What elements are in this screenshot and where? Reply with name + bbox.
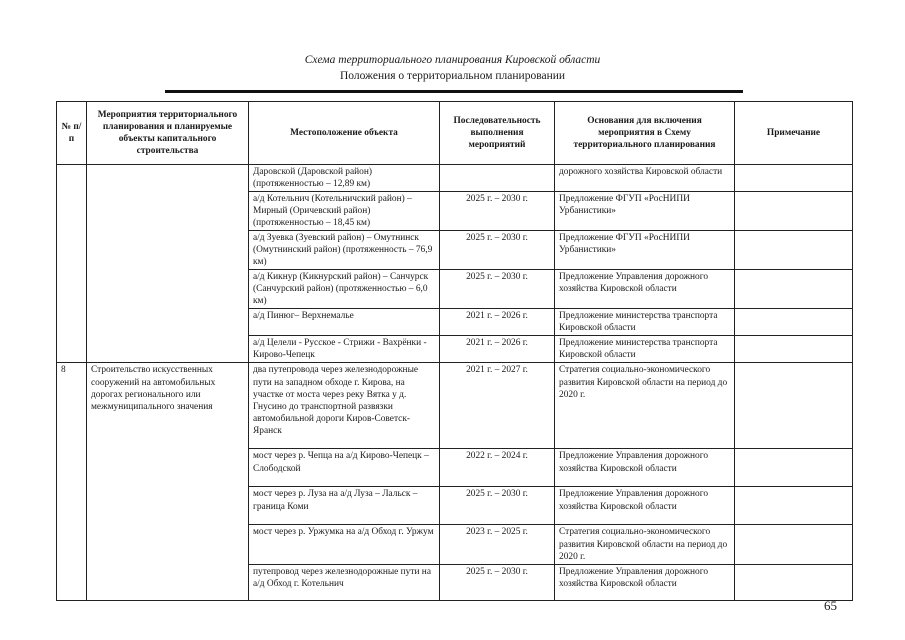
- column-header-basis: Основания для включения мероприятия в Схему территориального планирования: [555, 102, 735, 165]
- row-number-cell: 8: [57, 363, 87, 600]
- period-cell: 2021 г. – 2026 г.: [440, 309, 555, 336]
- planning-table: [56, 101, 853, 601]
- period-cell: 2021 г. – 2027 г.: [440, 363, 555, 449]
- basis-cell: Предложение Управления дорожного хозяйства Кировской области: [555, 564, 735, 600]
- location-cell: а/д Кикнур (Кикнурский район) – Санчурск (Санчурский район) (протяженностью – 6,0 км): [249, 270, 440, 309]
- note-cell: [735, 231, 853, 270]
- column-header-number: № п/п: [57, 102, 87, 165]
- note-cell: [735, 270, 853, 309]
- basis-cell: Предложение министерства транспорта Кировской области: [555, 309, 735, 336]
- basis-cell: дорожного хозяйства Кировской области: [555, 165, 735, 192]
- basis-cell: Предложение Управления дорожного хозяйства Кировской области: [555, 270, 735, 309]
- basis-cell: Предложение ФГУП «РосНИПИ Урбанистики»: [555, 231, 735, 270]
- note-cell: [735, 449, 853, 487]
- basis-cell: Стратегия социально-экономического развития Кировской области на период до 2020 г.: [555, 363, 735, 449]
- location-cell: а/д Зуевка (Зуевский район) – Омутнинск (Омутнинский район) (протяженность – 76,9 км): [249, 231, 440, 270]
- activity-cell: Строительство искусственных сооружений на автомобильных дорогах регионального или межмуниципального значения: [87, 363, 249, 600]
- note-cell: [735, 487, 853, 525]
- period-cell: 2025 г. – 2030 г.: [440, 270, 555, 309]
- basis-cell: Предложение Управления дорожного хозяйства Кировской области: [555, 487, 735, 525]
- location-cell: а/д Пинюг– Верхнемалье: [249, 309, 440, 336]
- document-subtitle: Положения о территориальном планировании: [339, 70, 566, 82]
- period-cell: 2022 г. – 2024 г.: [440, 449, 555, 487]
- location-cell: а/д Котельнич (Котельничский район) – Мирный (Оричевский район) (протяженностью – 18,45 км): [249, 192, 440, 231]
- period-cell: 2023 г. – 2025 г.: [440, 525, 555, 564]
- note-cell: [735, 525, 853, 564]
- column-header-location: Местоположение объекта: [249, 102, 440, 165]
- note-cell: [735, 336, 853, 363]
- basis-cell: Предложение ФГУП «РосНИПИ Урбанистики»: [555, 192, 735, 231]
- basis-cell: Предложение министерства транспорта Кировской области: [555, 336, 735, 363]
- basis-cell: Предложение Управления дорожного хозяйства Кировской области: [555, 449, 735, 487]
- column-header-sequence: Последовательность выполнения мероприятий: [440, 102, 555, 165]
- column-header-activity: Мероприятия территориального планирования и планируемые объекты капитального строительства: [87, 102, 249, 165]
- period-cell: 2025 г. – 2030 г.: [440, 564, 555, 600]
- basis-cell: Стратегия социально-экономического развития Кировской области на период до 2020 г.: [555, 525, 735, 564]
- period-cell: 2021 г. – 2026 г.: [440, 336, 555, 363]
- table-row: [57, 165, 853, 192]
- location-cell: путепровод через железнодорожные пути на а/д Обход г. Котельнич: [249, 564, 440, 600]
- note-cell: [735, 309, 853, 336]
- period-cell: [440, 165, 555, 192]
- note-cell: [735, 192, 853, 231]
- page-number: 65: [824, 598, 837, 613]
- location-cell: мост через р. Чепца на а/д Кирово-Чепецк – Слободской: [249, 449, 440, 487]
- location-cell: два путепровода через железнодорожные пути на западном обходе г. Кирова, на участке от моста через реку Вятка у д. Гнусино до транспортной развязки автомобильной дороги Киров-Советск-Яранск: [249, 363, 440, 449]
- row-number-cell: [57, 165, 87, 363]
- period-cell: 2025 г. – 2030 г.: [440, 231, 555, 270]
- note-cell: [735, 165, 853, 192]
- table-row: [57, 363, 853, 449]
- location-cell: мост через р. Уржумка на а/д Обход г. Уржум: [249, 525, 440, 564]
- location-cell: а/д Целели - Русское - Стрижи - Вахрёнки - Кирово-Чепецк: [249, 336, 440, 363]
- period-cell: 2025 г. – 2030 г.: [440, 487, 555, 525]
- document-title: Схема территориального планирования Кировской области: [304, 54, 601, 66]
- column-header-note: Примечание: [735, 102, 853, 165]
- note-cell: [735, 564, 853, 600]
- location-cell: Даровской (Даровской район) (протяженностью – 12,89 км): [249, 165, 440, 192]
- header-rule: [165, 90, 743, 93]
- location-cell: мост через р. Луза на а/д Луза – Лальск – граница Коми: [249, 487, 440, 525]
- period-cell: 2025 г. – 2030 г.: [440, 192, 555, 231]
- table-header-row: [57, 102, 853, 165]
- activity-cell: [87, 165, 249, 363]
- note-cell: [735, 363, 853, 449]
